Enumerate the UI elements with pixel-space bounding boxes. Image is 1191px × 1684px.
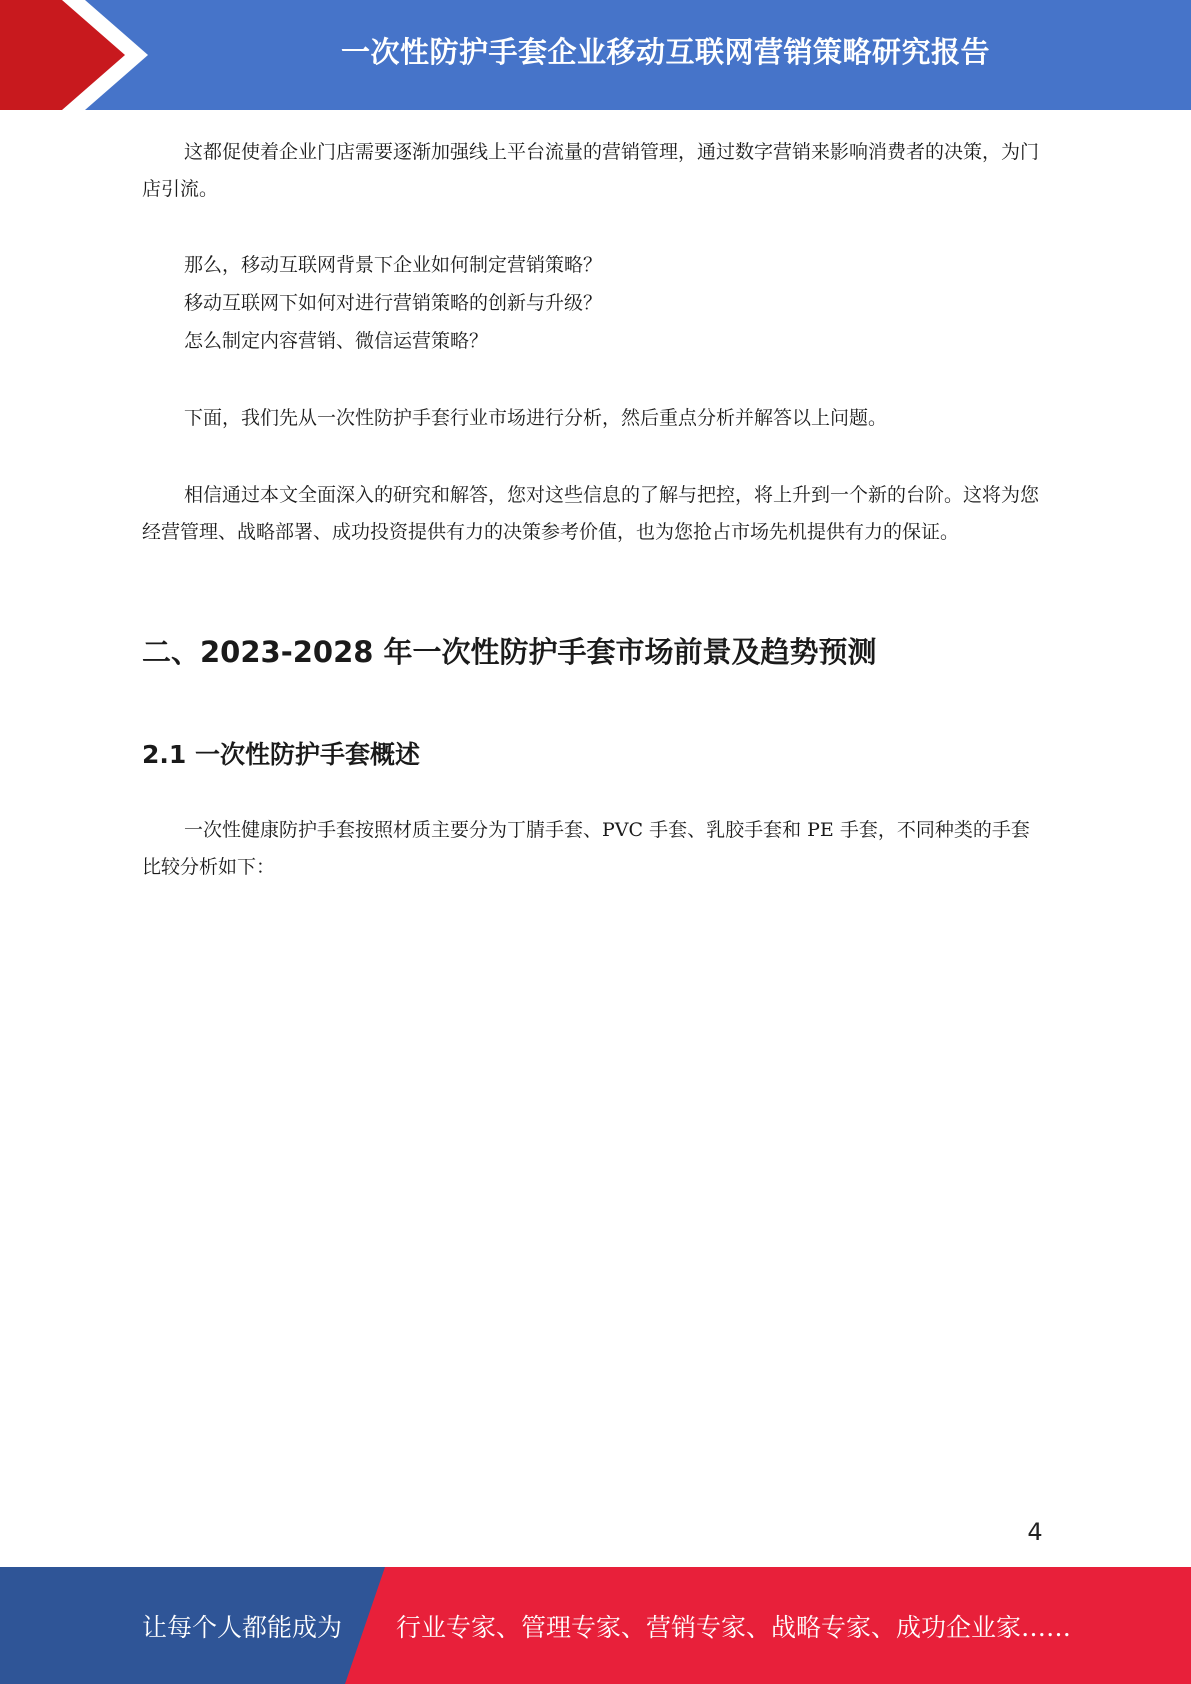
question-line-3: 怎么制定内容营销、微信运营策略？ (184, 330, 489, 352)
paragraph-intro: 这都促使着企业门店需要逐渐加强线上平台流量的营销管理，通过数字营销来影响消费者的决策，为门店引流。 (142, 141, 1040, 200)
footer-slogan-right: 行业专家、管理专家、营销专家、战略专家、成功企业家…… (396, 1612, 1072, 1642)
question-line-1: 那么，移动互联网背景下企业如何制定营销策略？ (184, 254, 603, 276)
page-footer (0, 1567, 1191, 1684)
footer-slogan-left: 让每个人都能成为 (142, 1612, 343, 1642)
page-number: 4 (1027, 1518, 1043, 1546)
paragraph-conclusion: 相信通过本文全面深入的研究和解答，您对这些信息的了解与把控，将上升到一个新的台阶。这将为您经营管理、战略部署、成功投资提供有力的决策参考价值，也为您抢占市场先机提供有力的保证。 (142, 484, 1040, 543)
paragraph-overview: 一次性健康防护手套按照材质主要分为丁腈手套、PVC 手套、乳胶手套和 PE 手套，不同种类的手套比较分析如下： (142, 819, 1030, 878)
paragraph-analysis: 下面，我们先从一次性防护手套行业市场进行分析，然后重点分析并解答以上问题。 (184, 407, 888, 429)
subsection-heading: 2.1 一次性防护手套概述 (142, 740, 420, 769)
section-heading: 二、2023-2028 年一次性防护手套市场前景及趋势预测 (142, 635, 877, 669)
question-line-2: 移动互联网下如何对进行营销策略的创新与升级？ (184, 292, 603, 314)
header-arrow-decoration (0, 0, 170, 110)
page-header (0, 0, 1191, 110)
report-title: 一次性防护手套企业移动互联网营销策略研究报告 (340, 34, 990, 69)
